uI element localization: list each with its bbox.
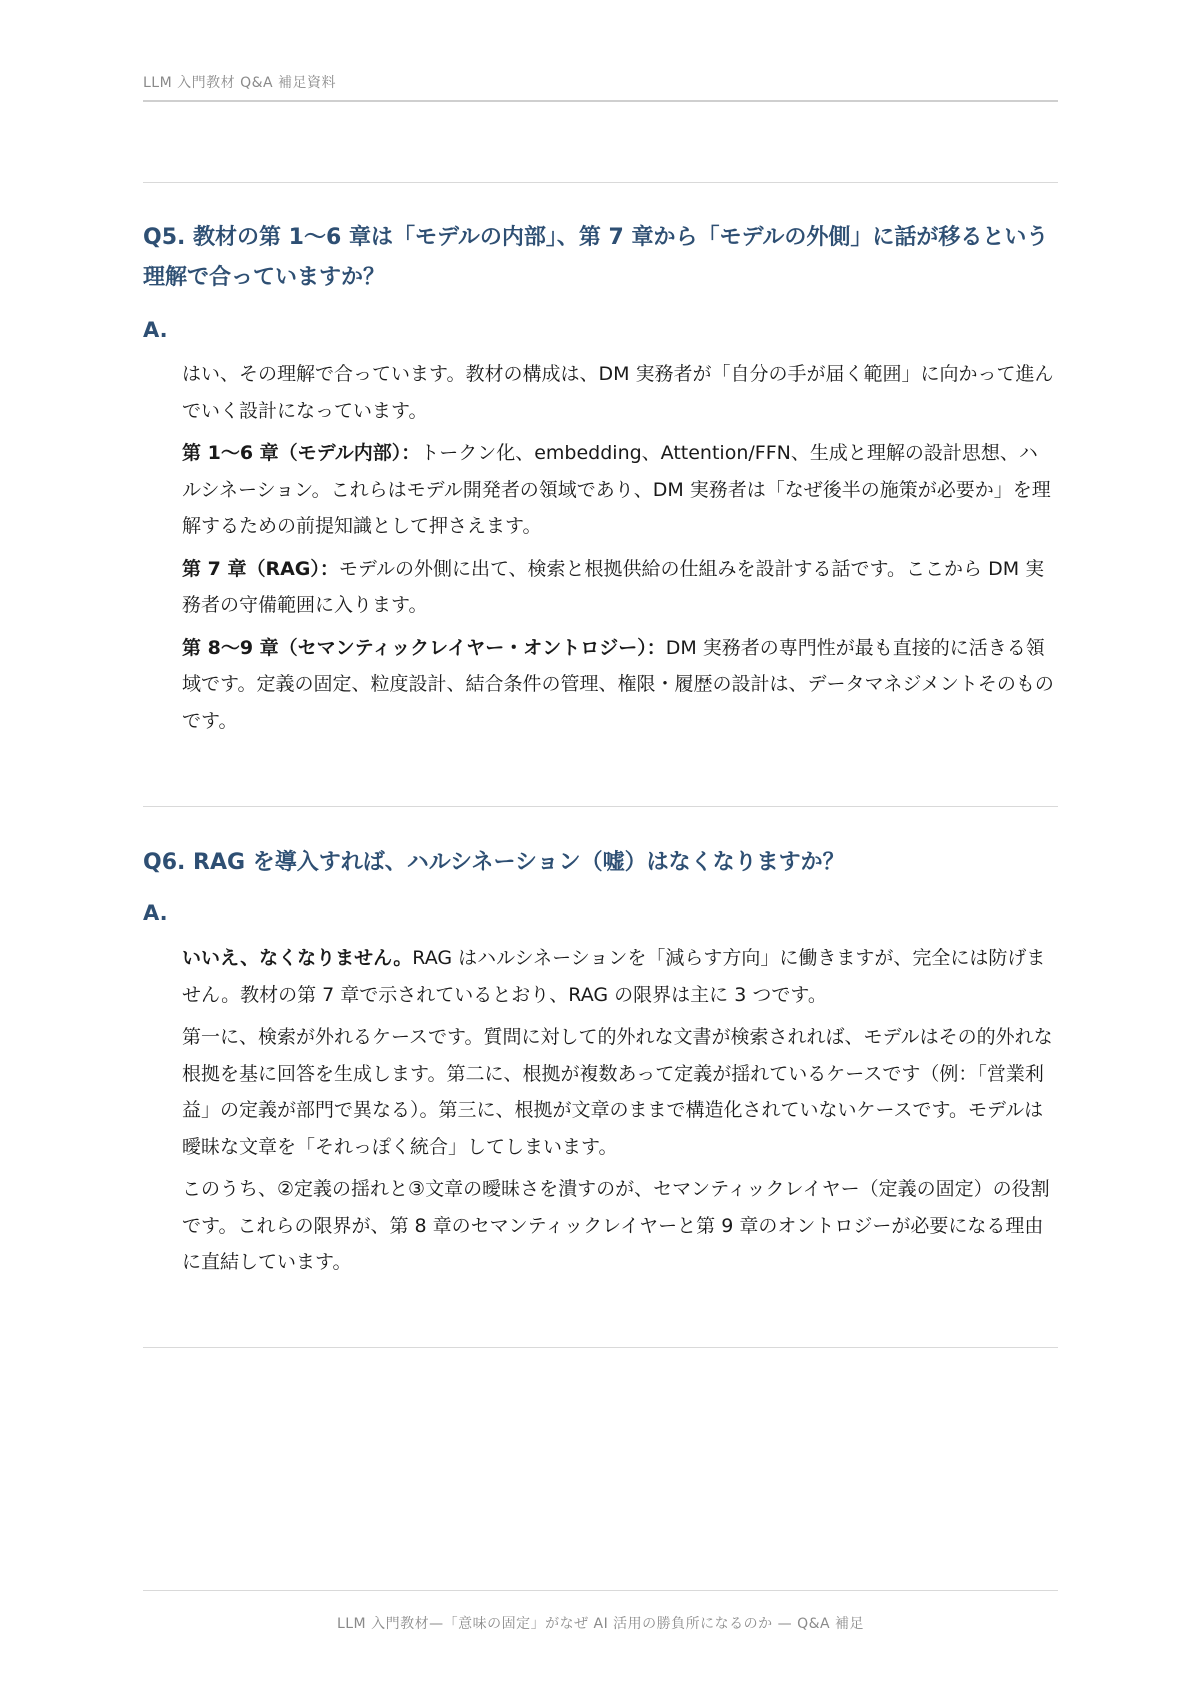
- q5-item: [182, 435, 1055, 545]
- running-footer: LLM 入門教材—「意味の固定」がなぜ AI 活用の勝負所になるのか — Q&A 補足: [336, 1616, 865, 1632]
- running-header: LLM 入門教材 Q&A 補足資料: [143, 75, 337, 91]
- q5-answer: [182, 356, 1055, 745]
- q6-answer-label: A.: [143, 901, 168, 925]
- q6-answer: [182, 940, 1055, 1287]
- q5-item-term: 第 8〜9 章（セマンティックレイヤー・オントロジー）：: [182, 636, 666, 659]
- q6-lead-text: RAG はハルシネーションを「減らす方向」に働きますが、完全には防げません。教材の第 7 章で示されているとおり、RAG の限界は主に 3 つです。: [182, 947, 1046, 1006]
- q5-item-term: 第 7 章（RAG）：: [182, 557, 339, 580]
- section-divider: [143, 182, 1058, 183]
- q6-lead: [182, 940, 1055, 1013]
- q6-lead-bold: いいえ、なくなりません。: [182, 947, 413, 969]
- footer-divider: [143, 1590, 1058, 1591]
- q5-item-text: DM 実務者の専門性が最も直接的に活きる領域です。定義の固定、粒度設計、結合条件の管理、権限・履歴の設計は、データマネジメントそのものです。: [182, 636, 1054, 732]
- section-divider: [143, 1347, 1058, 1348]
- section-divider: [143, 806, 1058, 807]
- q5-item: [182, 630, 1055, 740]
- q6-question: Q6. RAG を導入すれば、ハルシネーション（嘘）はなくなりますか？: [143, 850, 845, 875]
- header-divider: [143, 100, 1058, 102]
- q5-answer-label: A.: [143, 318, 168, 342]
- q5-item-text: モデルの外側に出て、検索と根拠供給の仕組みを設計する話です。ここから DM 実務者の守備範囲に入ります。: [182, 557, 1045, 616]
- q5-item: [182, 551, 1055, 624]
- q5-intro: はい、その理解で合っています。教材の構成は、DM 実務者が「自分の手が届く範囲」に向かって進んでいく設計になっています。: [182, 363, 1054, 422]
- q5-item-text: トークン化、embedding、Attention/FFN、生成と理解の設計思想、ハルシネーション。これらはモデル開発者の領域であり、DM 実務者は「なぜ後半の施策が必要か」を理解するための前提知識として押さえます。: [182, 442, 1051, 537]
- q6-para: このうち、②定義の揺れと③文章の曖昧さを潰すのが、セマンティックレイヤー（定義の固定）の役割です。これらの限界が、第 8 章のセマンティックレイヤーと第 9 章のオントロジーが必要になる理由に直結しています。: [182, 1178, 1050, 1273]
- q5-item-term: 第 1〜6 章（モデル内部）：: [182, 442, 421, 464]
- q5-question: Q5. 教材の第 1〜6 章は「モデルの内部」、第 7 章から「モデルの外側」に話が移るという理解で合っていますか？: [143, 225, 1049, 290]
- q6-para: 第一に、検索が外れるケースです。質問に対して的外れな文書が検索されれば、モデルはその的外れな根拠を基に回答を生成します。第二に、根拠が複数あって定義が揺れているケースです（例：「営業利益」の定義が部門で異なる）。第三に、根拠が文章のままで構造化されていないケースです。モデルは曖昧な文章を「それっぽく統合」してしまいます。: [182, 1026, 1053, 1158]
